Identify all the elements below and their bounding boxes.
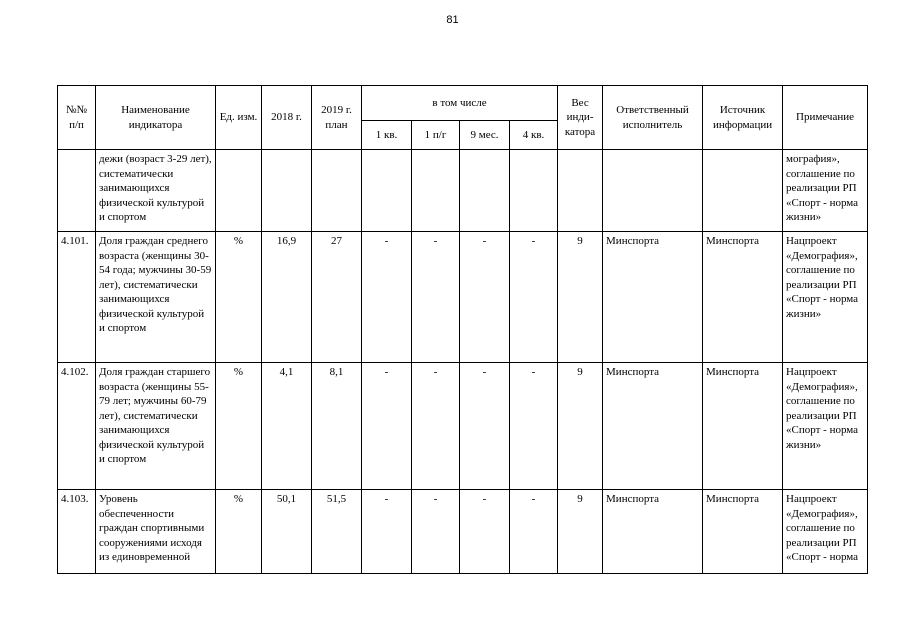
header-responsible: Ответственный исполнитель — [603, 86, 703, 150]
row-source: Минспорта — [703, 363, 783, 490]
header-2018: 2018 г. — [262, 86, 312, 150]
row-note: Нацпроект «Демография», соглашение по реализации РП «Спорт - норма жизни» — [783, 363, 868, 490]
row-weight: 9 — [558, 490, 603, 574]
row-name: Доля граждан старшего возраста (женщины 55-79 лет; мужчины 60-79 лет), систематически занимающихся физической культурой и спортом — [96, 363, 216, 490]
header-q1: 1 кв. — [362, 121, 412, 150]
row-num: 4.103. — [58, 490, 96, 574]
row-unit — [216, 150, 262, 232]
header-num: №№ п/п — [58, 86, 96, 150]
header-9m: 9 мес. — [460, 121, 510, 150]
row-name: дежи (возраст 3-29 лет), систематически занимающихся физической культурой и спортом — [96, 150, 216, 232]
header-source: Источник информации — [703, 86, 783, 150]
row-name: Доля граждан среднего возраста (женщины 30-54 года; мужчины 30-59 лет), систематически занимающихся физической культурой и спортом — [96, 232, 216, 363]
table-row — [58, 150, 868, 232]
row-num: 4.101. — [58, 232, 96, 363]
row-2019: 51,5 — [312, 490, 362, 574]
row-q4: - — [510, 490, 558, 574]
row-num — [58, 150, 96, 232]
row-q4: - — [510, 363, 558, 490]
row-q1: - — [362, 490, 412, 574]
row-q1 — [362, 150, 412, 232]
row-weight — [558, 150, 603, 232]
row-q4: - — [510, 232, 558, 363]
row-h1: - — [412, 232, 460, 363]
header-q4: 4 кв. — [510, 121, 558, 150]
row-q1: - — [362, 232, 412, 363]
row-2019 — [312, 150, 362, 232]
header-weight: Вес инди-катора — [558, 86, 603, 150]
header-note: Примечание — [783, 86, 868, 150]
table-body — [58, 150, 868, 574]
row-note: Нацпроект «Демография», соглашение по реализации РП «Спорт - норма — [783, 490, 868, 574]
row-9m: - — [460, 232, 510, 363]
header-2019-plan: 2019 г. план — [312, 86, 362, 150]
table-row — [58, 363, 868, 490]
row-q4 — [510, 150, 558, 232]
row-unit: % — [216, 490, 262, 574]
row-weight: 9 — [558, 232, 603, 363]
table-row — [58, 232, 868, 363]
row-name: Уровень обеспеченности граждан спортивными сооружениями исходя из единовременной — [96, 490, 216, 574]
row-source: Минспорта — [703, 232, 783, 363]
row-q1: - — [362, 363, 412, 490]
header-unit: Ед. изм. — [216, 86, 262, 150]
table-row — [58, 490, 868, 574]
row-note: Нацпроект «Демография», соглашение по реализации РП «Спорт - норма жизни» — [783, 232, 868, 363]
row-2018: 50,1 — [262, 490, 312, 574]
row-responsible — [603, 150, 703, 232]
page-number: 81 — [446, 14, 459, 26]
row-source — [703, 150, 783, 232]
row-weight: 9 — [558, 363, 603, 490]
row-num: 4.102. — [58, 363, 96, 490]
row-2019: 8,1 — [312, 363, 362, 490]
row-2018 — [262, 150, 312, 232]
row-responsible: Минспорта — [603, 490, 703, 574]
row-2019: 27 — [312, 232, 362, 363]
row-9m — [460, 150, 510, 232]
row-source: Минспорта — [703, 490, 783, 574]
header-including: в том числе — [362, 86, 558, 121]
row-responsible: Минспорта — [603, 232, 703, 363]
row-2018: 16,9 — [262, 232, 312, 363]
row-h1: - — [412, 490, 460, 574]
row-unit: % — [216, 363, 262, 490]
row-2018: 4,1 — [262, 363, 312, 490]
row-note: мография», соглашение по реализации РП «Спорт - норма жизни» — [783, 150, 868, 232]
header-h1: 1 п/г — [412, 121, 460, 150]
indicators-table — [57, 85, 868, 574]
row-9m: - — [460, 363, 510, 490]
row-responsible: Минспорта — [603, 363, 703, 490]
header-name: Наименование индикатора — [96, 86, 216, 150]
row-9m: - — [460, 490, 510, 574]
row-h1 — [412, 150, 460, 232]
table-header — [58, 86, 868, 150]
row-h1: - — [412, 363, 460, 490]
row-unit: % — [216, 232, 262, 363]
